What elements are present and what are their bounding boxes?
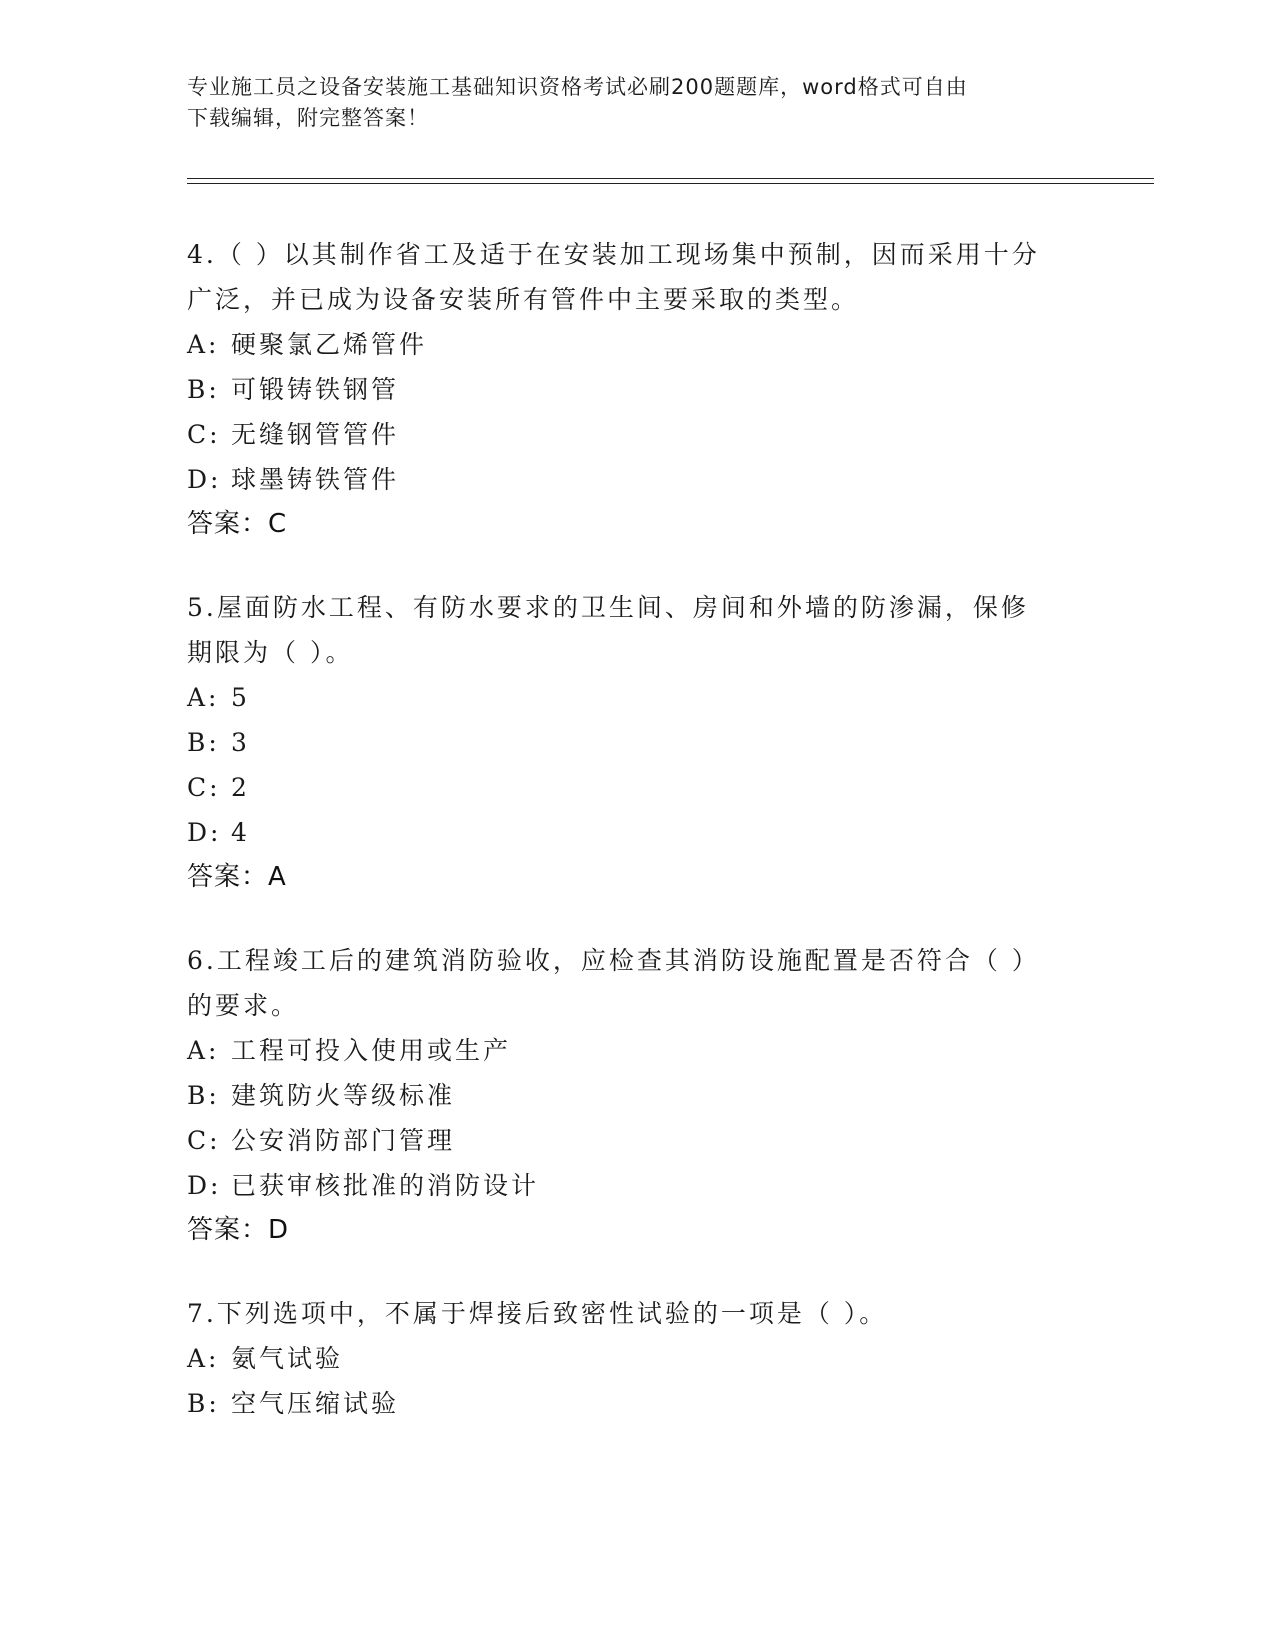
option-c <box>187 412 1087 457</box>
option-text: 球墨铸铁管件 <box>231 465 400 494</box>
header-line-2: 下载编辑，附完整答案！ <box>187 106 429 130</box>
option-text: 可锻铸铁钢管 <box>231 375 400 404</box>
option-key: D: <box>187 1171 222 1200</box>
option-key: B: <box>187 1389 220 1418</box>
option-b <box>187 1073 1087 1118</box>
option-key: B: <box>187 375 220 404</box>
option-b <box>187 1381 1087 1426</box>
option-a <box>187 675 1087 720</box>
option-key: C: <box>187 1126 221 1155</box>
option-text: 硬聚氯乙烯管件 <box>231 330 428 359</box>
option-key: A: <box>187 1036 220 1065</box>
option-b <box>187 720 1087 765</box>
option-c <box>187 765 1087 810</box>
option-key: B: <box>187 1081 220 1110</box>
option-key: D: <box>187 818 222 847</box>
option-a <box>187 322 1087 367</box>
option-text: 工程可投入使用或生产 <box>231 1036 512 1065</box>
question-stem-continued: 广泛，并已成为设备安装所有管件中主要采取的类型。 <box>187 285 860 314</box>
header-divider-bottom <box>187 183 1154 184</box>
option-text: 无缝钢管管件 <box>231 420 400 449</box>
option-text: 2 <box>231 773 250 802</box>
question-5 <box>187 585 1087 900</box>
option-a <box>187 1028 1087 1073</box>
header-divider-top <box>187 178 1154 179</box>
header-line-1: 专业施工员之设备安装施工基础知识资格考试必刷200题题库，word格式可自由 <box>187 75 968 99</box>
option-key: D: <box>187 465 222 494</box>
option-d <box>187 810 1087 855</box>
document-header <box>187 72 1067 134</box>
option-text: 5 <box>231 683 250 712</box>
question-7 <box>187 1291 1087 1426</box>
option-b <box>187 367 1087 412</box>
option-key: C: <box>187 420 221 449</box>
answer-label: 答案：A <box>187 862 287 892</box>
option-text: 3 <box>231 728 250 757</box>
question-stem-continued: 的要求。 <box>187 991 300 1020</box>
option-key: C: <box>187 773 221 802</box>
option-text: 空气压缩试验 <box>231 1389 400 1418</box>
option-text: 已获审核批准的消防设计 <box>231 1171 540 1200</box>
question-stem: 4.（ ）以其制作省工及适于在安装加工现场集中预制，因而采用十分 <box>187 240 1040 269</box>
option-key: B: <box>187 728 220 757</box>
option-text: 建筑防火等级标准 <box>231 1081 456 1110</box>
option-text: 4 <box>231 818 250 847</box>
answer-label: 答案：C <box>187 509 288 539</box>
question-stem: 7.下列选项中，不属于焊接后致密性试验的一项是（ ）。 <box>187 1299 888 1328</box>
option-key: A: <box>187 1344 220 1373</box>
option-key: A: <box>187 683 220 712</box>
option-d <box>187 457 1087 502</box>
answer-label: 答案：D <box>187 1215 290 1245</box>
question-stem: 6.工程竣工后的建筑消防验收，应检查其消防设施配置是否符合（ ） <box>187 946 1040 975</box>
question-4 <box>187 232 1087 547</box>
question-list <box>187 232 1087 1464</box>
option-c <box>187 1118 1087 1163</box>
option-text: 公安消防部门管理 <box>231 1126 456 1155</box>
option-key: A: <box>187 330 220 359</box>
question-6 <box>187 938 1087 1253</box>
option-a <box>187 1336 1087 1381</box>
question-stem: 5.屋面防水工程、有防水要求的卫生间、房间和外墙的防渗漏，保修 <box>187 593 1029 622</box>
option-text: 氨气试验 <box>231 1344 344 1373</box>
option-d <box>187 1163 1087 1208</box>
question-stem-continued: 期限为（ ）。 <box>187 638 354 667</box>
